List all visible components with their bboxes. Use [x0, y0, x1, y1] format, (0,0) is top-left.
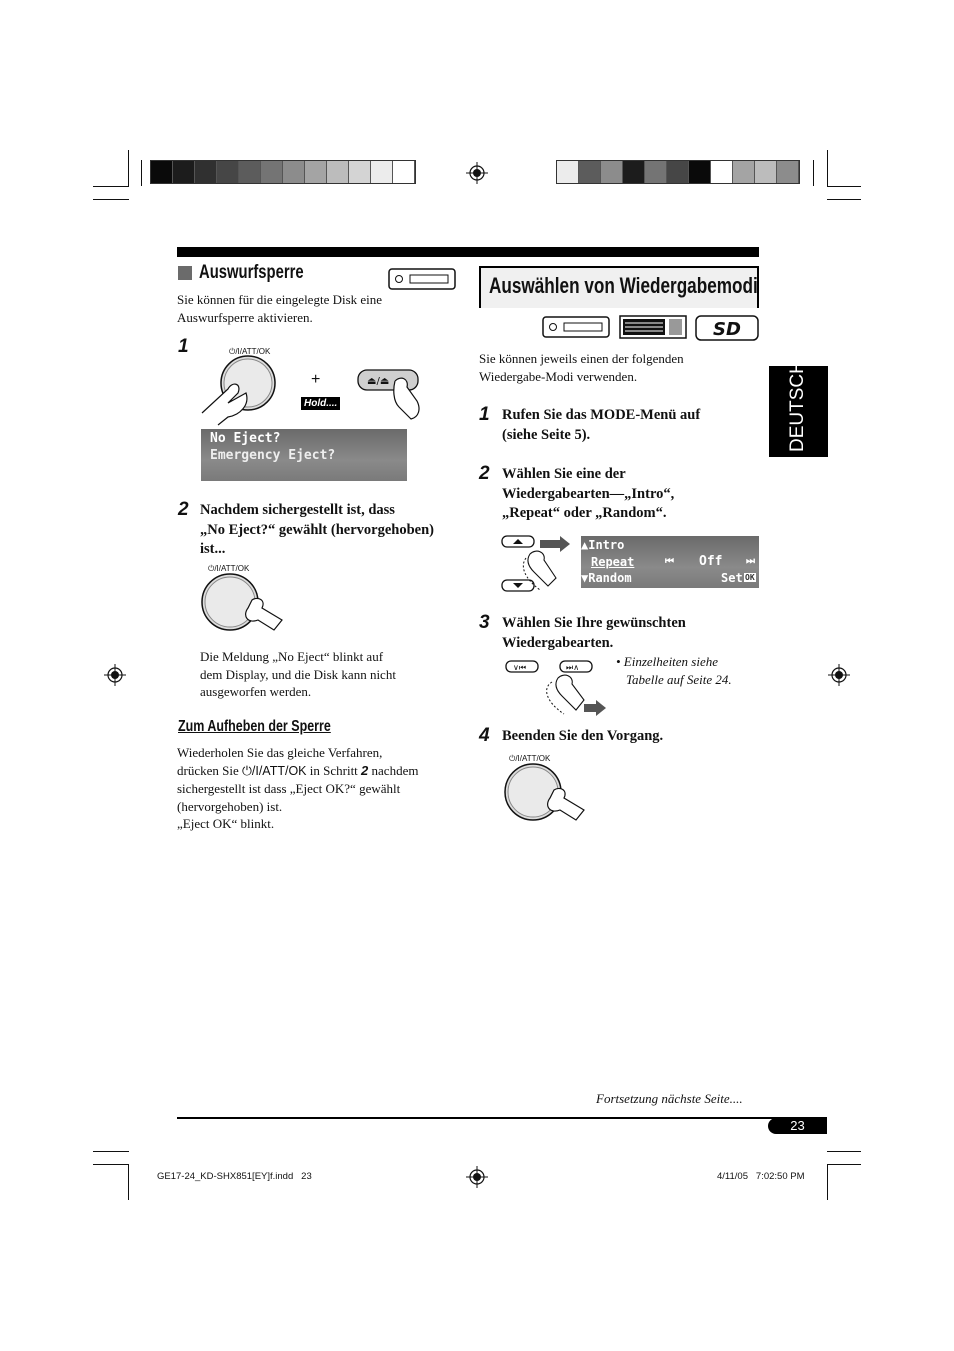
- subsection-title: Zum Aufheben der Sperre: [178, 718, 331, 735]
- step-number: 1: [178, 336, 189, 357]
- crop-mark: [827, 199, 861, 200]
- knob-label: ⏻/I/ATT/OK: [208, 564, 250, 573]
- disc-source-icon: [388, 268, 456, 290]
- language-side-tab: [769, 360, 828, 457]
- lcd-display: [201, 429, 407, 481]
- calibration-swatch: [327, 161, 349, 183]
- control-knob-icon[interactable]: [198, 572, 288, 642]
- section-title: Auswurfsperre: [199, 262, 304, 283]
- changer-source-icon: [619, 315, 687, 339]
- hold-badge: Hold....: [301, 397, 340, 410]
- crop-mark: [827, 186, 861, 187]
- calibration-swatch: [261, 161, 283, 183]
- disc-source-icon: [542, 316, 610, 338]
- section-square-icon: [178, 266, 192, 280]
- sd-card-icon: [695, 315, 759, 341]
- calibration-swatch: [733, 161, 755, 183]
- crop-mark: [827, 150, 828, 186]
- calibration-swatch: [151, 161, 173, 183]
- svg-text:⏏/⏏: ⏏/⏏: [367, 376, 390, 387]
- calibration-swatch: [755, 161, 777, 183]
- menu-set-label: Set: [721, 571, 743, 585]
- menu-item-intro: Intro: [588, 538, 625, 552]
- color-calibration-bar-left: [150, 160, 416, 184]
- up-down-buttons-icon[interactable]: [500, 534, 572, 596]
- registration-mark-icon: [466, 162, 488, 184]
- no-eject-note: Die Meldung „No Eject“ blinkt auf dem Display, und die Disk kann nicht ausgeworfen werden.: [200, 649, 396, 699]
- svg-text:∨⏮: ∨⏮: [513, 663, 527, 672]
- svg-text:⏭∧: ⏭∧: [566, 663, 580, 672]
- crop-mark: [93, 199, 129, 200]
- display-line-emergency-eject: Emergency Eject?: [210, 448, 336, 463]
- calibration-swatch: [645, 161, 667, 183]
- crop-mark: [128, 150, 129, 186]
- crop-mark: [93, 186, 129, 187]
- calibration-swatch: [711, 161, 733, 183]
- wiedergabemodi-intro: Sie können jeweils einen der folgenden Wiedergabe-Modi verwenden.: [479, 351, 684, 384]
- crop-mark: [827, 1164, 828, 1200]
- page-number: 23: [790, 1118, 805, 1133]
- knob-label: ⏻/I/ATT/OK: [229, 347, 271, 356]
- svg-text:SD: SD: [713, 319, 741, 340]
- registration-mark-icon: [104, 664, 126, 686]
- knob-label: ⏻/I/ATT/OK: [509, 754, 551, 763]
- header-rule: [177, 247, 759, 257]
- crop-mark: [93, 1151, 129, 1152]
- step2-instruction: Nachdem sichergestellt ist, dass „No Eject?“ gewählt (hervorgehoben) ist...: [200, 502, 434, 557]
- side-tab-label: DEUTSCH: [787, 360, 808, 452]
- menu-item-random: Random: [588, 571, 632, 585]
- step2-instruction: Wählen Sie eine der Wiedergabearten—„Intro“, „Repeat“ oder „Random“.: [502, 466, 675, 521]
- menu-down-arrow-icon: ▼: [581, 571, 589, 585]
- calibration-swatch: [195, 161, 217, 183]
- step-number: 2: [178, 499, 189, 520]
- control-knob-icon[interactable]: [198, 355, 288, 427]
- calibration-swatch: [689, 161, 711, 183]
- next-track-icon: ⏭: [746, 556, 755, 567]
- step1-instruction: Rufen Sie das MODE-Menü auf (siehe Seite 5).: [502, 407, 701, 443]
- calibration-swatch: [393, 161, 415, 183]
- registration-mark-icon: [828, 664, 850, 686]
- menu-item-repeat: Repeat: [591, 555, 635, 569]
- step-number: 4: [479, 725, 490, 746]
- step3-instruction: Wählen Sie Ihre gewünschten Wiedergabearten.: [502, 615, 686, 651]
- crop-mark: [827, 1164, 861, 1165]
- mode-menu-display: [581, 536, 759, 588]
- calibration-swatch: [667, 161, 689, 183]
- crop-mark: [128, 1164, 129, 1200]
- calibration-swatch: [371, 161, 393, 183]
- crop-mark: [141, 160, 142, 186]
- menu-value-off: Off: [699, 554, 723, 569]
- calibration-swatch: [283, 161, 305, 183]
- step-number: 2: [479, 463, 490, 484]
- print-file-info: GE17-24_KD-SHX851[EY]f.indd 23: [157, 1171, 312, 1182]
- calibration-swatch: [217, 161, 239, 183]
- skip-buttons-icon[interactable]: [504, 658, 608, 718]
- step4-instruction: Beenden Sie den Vorgang.: [502, 728, 664, 744]
- page-number-tab: [768, 1118, 827, 1134]
- calibration-swatch: [579, 161, 601, 183]
- crop-mark: [813, 160, 814, 186]
- calibration-swatch: [305, 161, 327, 183]
- calibration-swatch: [623, 161, 645, 183]
- prev-track-icon: ⏮: [665, 556, 674, 567]
- calibration-swatch: [601, 161, 623, 183]
- crop-mark: [93, 1164, 129, 1165]
- menu-up-arrow-icon: ▲: [581, 538, 589, 552]
- print-date-info: 4/11/05 7:02:50 PM: [717, 1171, 805, 1182]
- menu-ok-badge: OK: [745, 573, 755, 582]
- release-instructions: Wiederholen Sie das gleiche Verfahren, drücken Sie ⏻/I/ATT/OK in Schritt 2 nachdem sichergestellt ist dass „Eject OK?“ gewählt (hervorgehoben) ist. „Eject OK“ blinkt.: [177, 745, 419, 831]
- footer-rule: [177, 1117, 827, 1119]
- auswurfsperre-intro: Sie können für die eingelegte Disk eine Auswurfsperre aktivieren.: [177, 292, 383, 325]
- step3-reference-note: • Einzelheiten siehe Tabelle auf Seite 24.: [616, 654, 732, 687]
- section-title-wiedergabemodi: Auswählen von Wiedergabemodi: [489, 273, 758, 298]
- calibration-swatch: [173, 161, 195, 183]
- eject-button-icon[interactable]: [355, 367, 450, 422]
- inline-button-label: ⏻/I/ATT/OK: [241, 763, 307, 778]
- color-calibration-bar-right: [556, 160, 800, 184]
- control-knob-icon[interactable]: [500, 762, 590, 828]
- step-number: 1: [479, 404, 490, 425]
- calibration-swatch: [777, 161, 799, 183]
- calibration-swatch: [349, 161, 371, 183]
- plus-sign: +: [311, 371, 321, 388]
- step-number: 3: [479, 612, 490, 633]
- calibration-swatch: [557, 161, 579, 183]
- crop-mark: [827, 1151, 861, 1152]
- registration-mark-icon: [466, 1166, 488, 1188]
- continued-note: Fortsetzung nächste Seite....: [596, 1091, 743, 1106]
- display-line-no-eject: No Eject?: [210, 431, 281, 446]
- calibration-swatch: [239, 161, 261, 183]
